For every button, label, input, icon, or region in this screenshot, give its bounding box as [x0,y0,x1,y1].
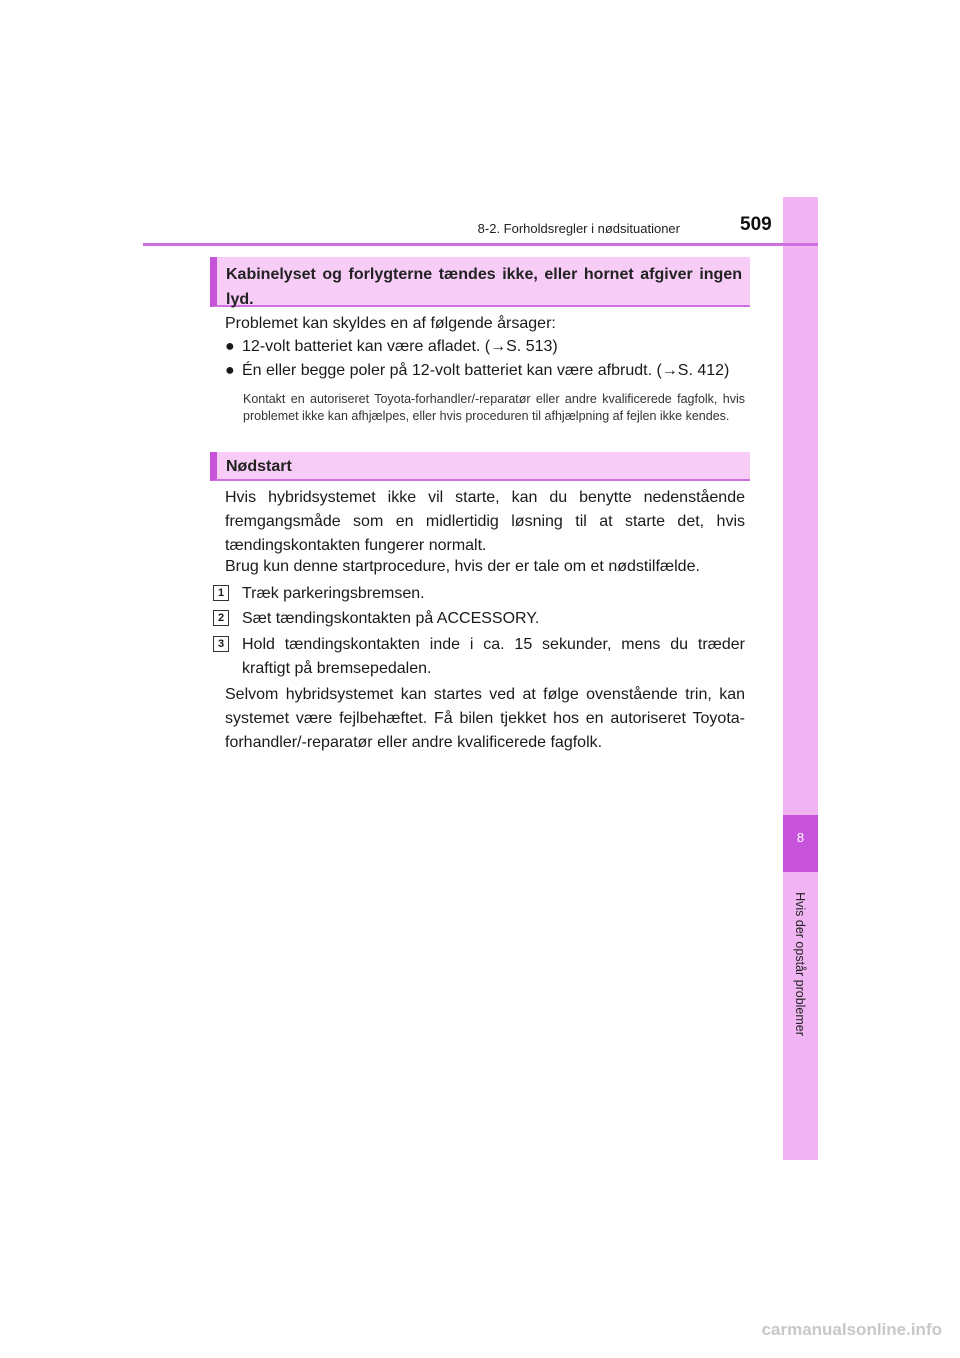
step-text: Hold tændingskontakten inde i ca. 15 sekunder, mens du træder kraftigt på bremsepedalen. [242,636,745,677]
chapter-number: 8 [796,830,805,845]
bullet-item [225,335,745,359]
step-text: Sæt tændingskontakten på ACCESSORY. [242,610,540,627]
bullet-dot-icon: ● [225,362,235,379]
section1-intro: Problemet kan skyldes en af følgende årsager: [225,315,556,332]
section1-note: Kontakt en autoriseret Toyota-forhandler/-reparatør eller andre kvalificerede fagfolk, hvis problemet ikke kan afhjælpes, eller hvis proceduren til afhjælpning af fejlen ikke kendes. [243,392,745,423]
section2-paragraph-2: Brug kun denne startprocedure, hvis der er tale om et nødstilfælde. [225,558,700,575]
section-heading-lights: Kabinelyset og forlygterne tændes ikke, eller hornet afgiver ingen lyd. [210,257,750,307]
bullet-text: Én eller begge poler på 12-volt batteriet kan være afbrudt. (→S. 412) [242,362,730,379]
header-section-title: 8-2. Forholdsregler i nødsituationer [477,221,680,236]
step-text: Træk parkeringsbremsen. [242,585,425,602]
step-number: 3 [213,636,229,652]
step-item [213,633,745,681]
step-item [213,607,745,631]
chapter-title: Hvis der opstår problemer [793,892,807,1036]
step-item [213,582,745,606]
header-rule [143,243,818,246]
section2-paragraph-3: Selvom hybridsystemet kan startes ved at følge ovenstående trin, kan systemet være fejlbehæftet. Få bilen tjekket hos en autoriseret Toyota-forhandler/-reparatør eller andre kvalificerede fagfolk. [225,686,745,751]
bullet-text: 12-volt batteriet kan være afladet. (→S. 513) [242,338,558,355]
page-number: 509 [740,214,772,235]
watermark: carmanualsonline.info [761,1320,942,1339]
step-number: 1 [213,585,229,601]
step-number: 2 [213,610,229,626]
section2-paragraph-1: Hvis hybridsystemet ikke vil starte, kan du benytte nedenstående fremgangsmåde som en midlertidig løsning til at starte det, hvis tændingskontakten fungerer normalt. [225,489,745,554]
bullet-dot-icon: ● [225,338,235,355]
bullet-item [225,359,745,383]
section-heading-emergency-start: Nødstart [210,452,750,481]
